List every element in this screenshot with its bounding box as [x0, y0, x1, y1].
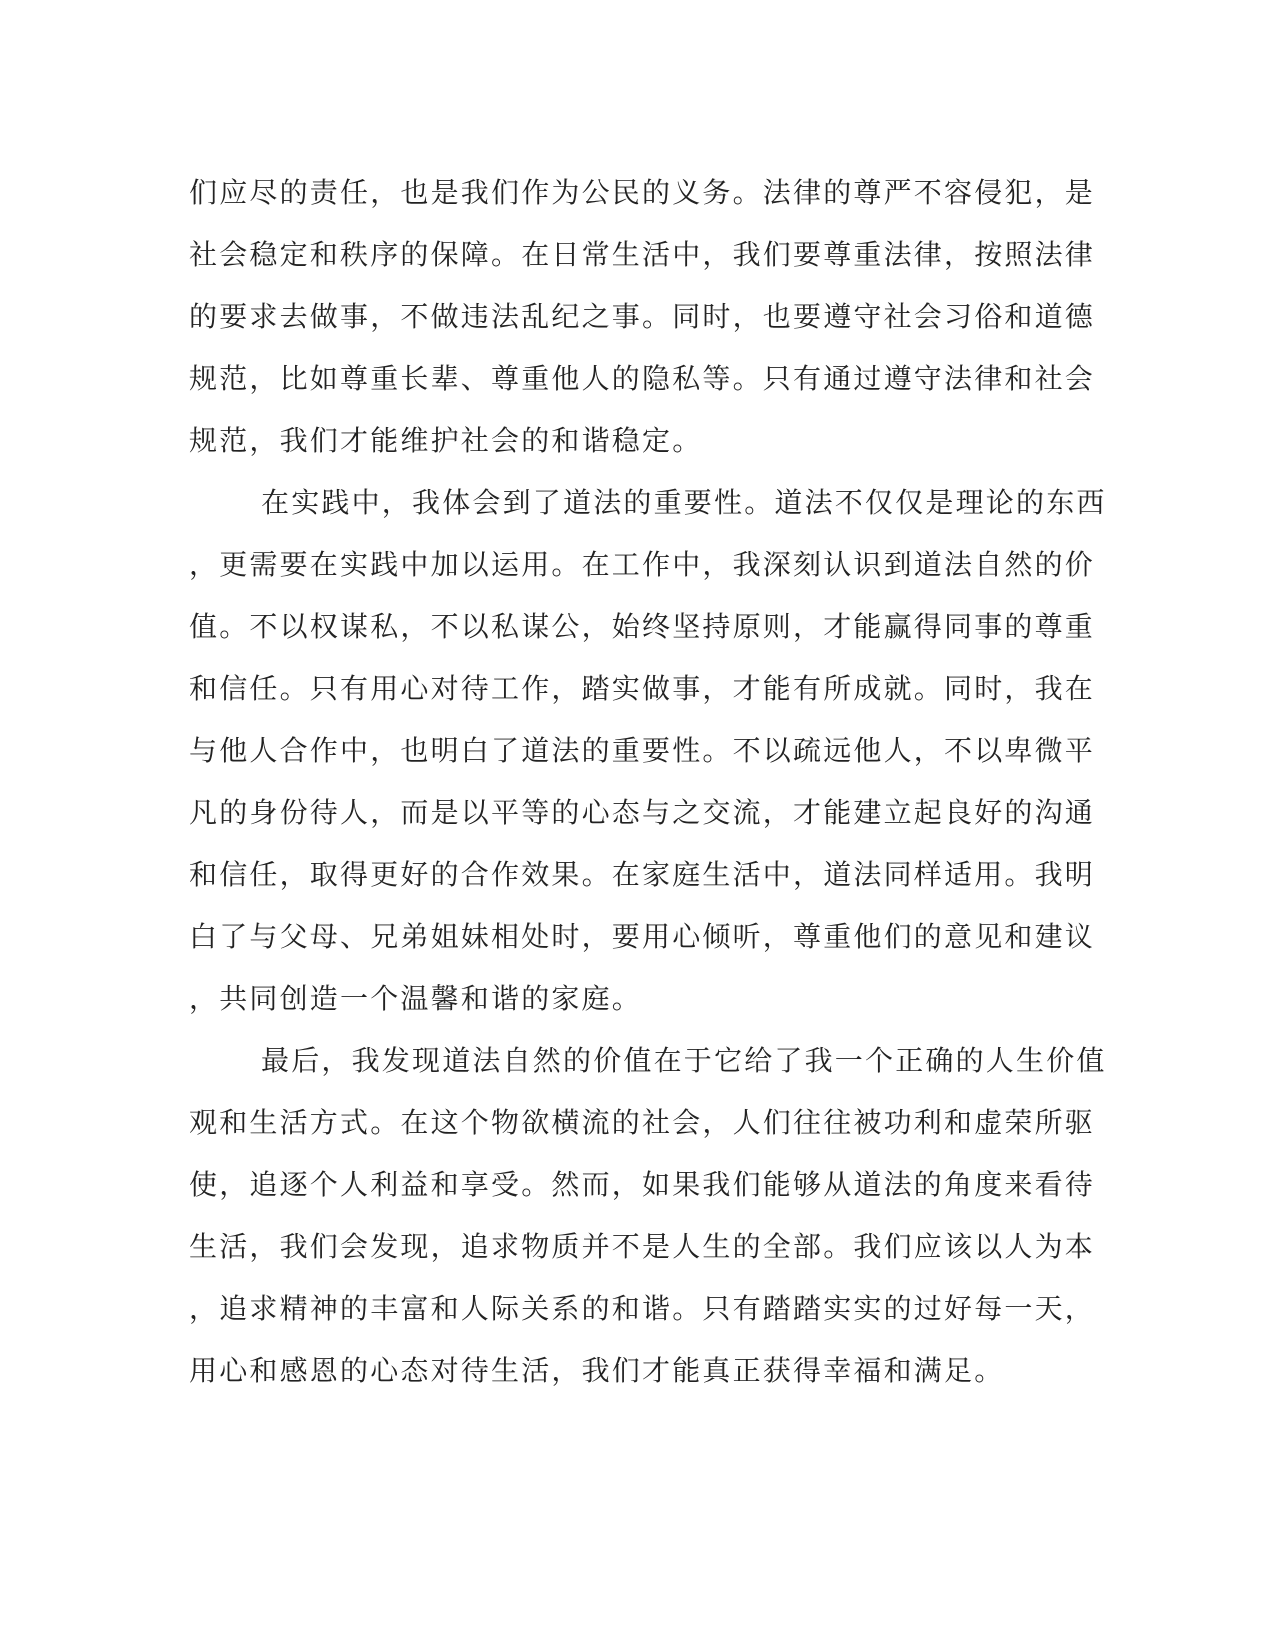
text-line: ，追求精神的丰富和人际关系的和谐。只有踏踏实实的过好每一天， [189, 1292, 1096, 1325]
text-line: 使，追逐个人利益和享受。然而，如果我们能够从道法的角度来看待 [189, 1168, 1096, 1201]
text-line: 观和生活方式。在这个物欲横流的社会，人们往往被功利和虚荣所驱 [189, 1106, 1096, 1139]
text-line: 和信任，取得更好的合作效果。在家庭生活中，道法同样适用。我明 [189, 858, 1096, 891]
text-line: ，共同创造一个温馨和谐的家庭。 [189, 982, 643, 1015]
text-line: 们应尽的责任，也是我们作为公民的义务。法律的尊严不容侵犯，是 [189, 176, 1096, 209]
text-line: 与他人合作中，也明白了道法的重要性。不以疏远他人，不以卑微平 [189, 734, 1096, 767]
text-line: 凡的身份待人，而是以平等的心态与之交流，才能建立起良好的沟通 [189, 796, 1096, 829]
text-line: 社会稳定和秩序的保障。在日常生活中，我们要尊重法律，按照法律 [189, 238, 1096, 271]
text-line: 白了与父母、兄弟姐妹相处时，要用心倾听，尊重他们的意见和建议 [189, 920, 1096, 953]
paragraph-start-line: 在实践中，我体会到了道法的重要性。道法不仅仅是理论的东西 [261, 486, 1107, 519]
body-text [189, 162, 1107, 1402]
text-line: 和信任。只有用心对待工作，踏实做事，才能有所成就。同时，我在 [189, 672, 1096, 705]
text-line: 规范，比如尊重长辈、尊重他人的隐私等。只有通过遵守法律和社会 [189, 362, 1096, 395]
text-line: 用心和感恩的心态对待生活，我们才能真正获得幸福和满足。 [189, 1354, 1005, 1387]
text-line: 规范，我们才能维护社会的和谐稳定。 [189, 424, 703, 457]
text-line: 的要求去做事，不做违法乱纪之事。同时，也要遵守社会习俗和道德 [189, 300, 1096, 333]
paragraph-start-line: 最后，我发现道法自然的价值在于它给了我一个正确的人生价值 [261, 1044, 1107, 1077]
text-line: 生活，我们会发现，追求物质并不是人生的全部。我们应该以人为本 [189, 1230, 1096, 1263]
text-line: ，更需要在实践中加以运用。在工作中，我深刻认识到道法自然的价 [189, 548, 1096, 581]
text-line: 值。不以权谋私，不以私谋公，始终坚持原则，才能赢得同事的尊重 [189, 610, 1096, 643]
